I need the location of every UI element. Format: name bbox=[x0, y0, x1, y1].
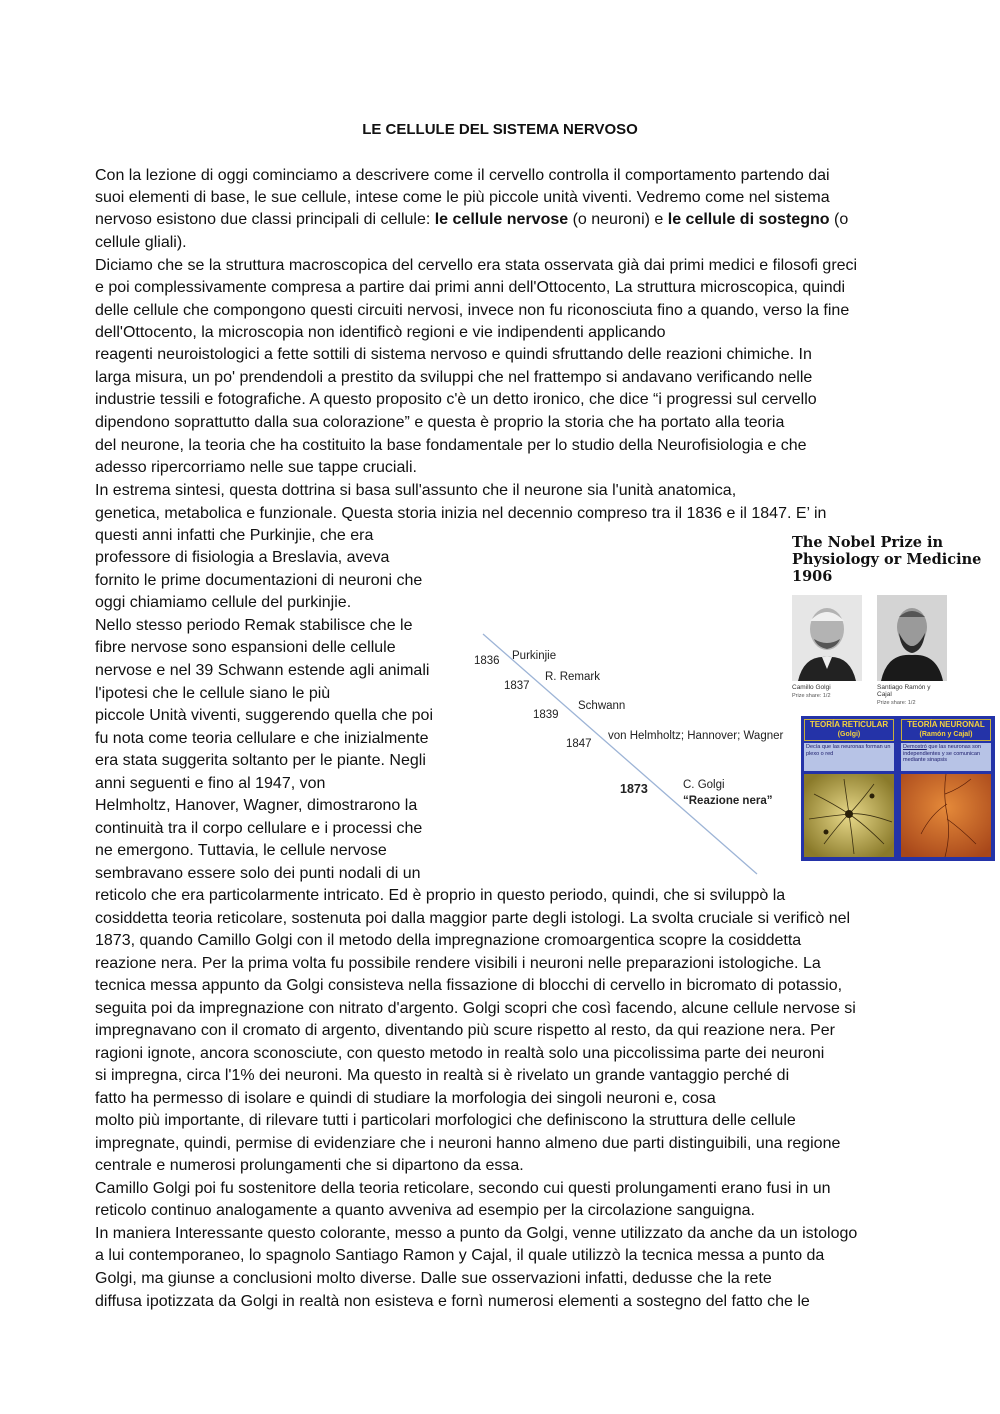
text-segment: Golgi, ma giunse a conclusioni molto diverse. Dalle sue osservazioni infatti, dedusse che la rete bbox=[95, 1270, 772, 1287]
reticular-theory-heading: TEORÍA RETICULAR (Golgi) bbox=[804, 719, 894, 741]
text-line bbox=[95, 953, 821, 975]
text-segment: cosiddetta teoria reticolare, sostenuta poi dalla maggior parte degli istologi. La svolta cruciale si verificò nel bbox=[95, 910, 851, 927]
timeline-event: C. Golgi bbox=[683, 779, 725, 791]
text-segment: diffusa ipotizzata da Golgi in realtà non esisteva e fornì numerosi elementi a sostegno del fatto che le bbox=[95, 1293, 810, 1310]
text-segment: Diciamo che se la struttura macroscopica del cervello era stata osservata già dai primi medici e filosofi greci bbox=[95, 257, 858, 274]
text-line bbox=[95, 1200, 755, 1222]
text-line bbox=[95, 547, 389, 569]
text-segment: piccole Unità viventi, suggerendo quella che poi bbox=[95, 707, 433, 724]
golgi-stain-micrograph bbox=[804, 774, 894, 857]
text-line bbox=[95, 232, 187, 254]
text-line bbox=[95, 975, 842, 997]
text-line bbox=[95, 1291, 810, 1313]
nobel-prize-figure bbox=[788, 530, 1000, 865]
text-segment: reticolo che era particolarmente intricato. Ed è proprio in questo periodo, quindi, che si sviluppò la bbox=[95, 887, 786, 904]
text-segment: molto più importante, di rilevare tutti i particolari morfologici che definiscono la struttura delle cellule bbox=[95, 1112, 796, 1129]
document-title: LE CELLULE DEL SISTEMA NERVOSO bbox=[362, 121, 638, 138]
text-line bbox=[95, 885, 785, 907]
text-line bbox=[95, 457, 417, 479]
text-line bbox=[95, 277, 845, 299]
timeline-year: 1839 bbox=[533, 709, 559, 721]
text-line bbox=[95, 1245, 824, 1267]
text-segment: fatto ha permesso di isolare e quindi di studiare la morfologia dei singoli neuroni e, cosa bbox=[95, 1090, 716, 1107]
text-line bbox=[95, 1268, 772, 1290]
text-line bbox=[95, 1178, 831, 1200]
text-line bbox=[95, 322, 666, 344]
text-line bbox=[95, 389, 817, 411]
text-segment: sembravano essere solo dei punti nodali di un bbox=[95, 865, 421, 882]
text-line bbox=[95, 728, 429, 750]
timeline-event: von Helmholtz; Hannover; Wagner bbox=[608, 730, 784, 742]
text-line bbox=[95, 1110, 796, 1132]
text-line bbox=[95, 503, 826, 525]
prize-share: Prize share: 1/2 bbox=[877, 700, 916, 706]
text-line bbox=[95, 930, 801, 952]
cajal-stain-micrograph bbox=[901, 774, 991, 857]
text-segment: impregnavano con il cromato di argento, diventando più scure rispetto al resto, da qui reazione nera. Per bbox=[95, 1022, 835, 1039]
text-segment: anni seguenti e fino al 1947, von bbox=[95, 775, 326, 792]
reticular-theory-description: Decía que las neuronas forman un plexo o red bbox=[804, 743, 894, 771]
text-segment: adesso ripercorriamo nelle sue tappe cruciali. bbox=[95, 459, 417, 476]
theory-comparison-panel bbox=[801, 716, 995, 861]
text-line bbox=[95, 840, 387, 862]
text-segment: dipendono soprattutto dalla sua colorazione” e questa è proprio la storia che ha portato alla teoria bbox=[95, 414, 785, 431]
text-line bbox=[95, 637, 396, 659]
text-line bbox=[95, 1043, 824, 1065]
text-segment: Helmholtz, Hanover, Wagner, dimostrarono la bbox=[95, 797, 418, 814]
bold-term: le cellule di sostegno bbox=[667, 211, 830, 228]
text-segment: fornito le prime documentazioni di neuroni che bbox=[95, 572, 423, 589]
neuron-theory-description: Demostró que las neuronas son independientes y se comunican mediante sinapsis bbox=[901, 743, 991, 771]
text-segment: nervose e nel 39 Schwann estende agli animali bbox=[95, 662, 430, 679]
text-segment: impregnate, quindi, permise di evidenziare che i neuroni hanno almeno due parti distinguibili, una regione bbox=[95, 1135, 841, 1152]
text-line bbox=[95, 683, 330, 705]
text-line bbox=[95, 1088, 716, 1110]
timeline-event-detail: “Reazione nera” bbox=[683, 795, 773, 807]
text-line bbox=[95, 908, 850, 930]
text-line bbox=[95, 480, 736, 502]
text-segment: dell'Ottocento, la microscopia non identificò regioni e vie indipendenti applicando bbox=[95, 324, 666, 341]
text-line bbox=[95, 1133, 840, 1155]
laureate-name: Santiago Ramón y Cajal bbox=[877, 684, 931, 698]
text-segment: reagenti neuroistologici a fette sottili di sistema nervoso e quindi sfruttando delle reazioni chimiche. In bbox=[95, 346, 812, 363]
text-line bbox=[95, 592, 351, 614]
golgi-portrait bbox=[792, 595, 862, 681]
text-line bbox=[95, 795, 417, 817]
timeline-year: 1847 bbox=[566, 738, 592, 750]
text-line bbox=[95, 1223, 857, 1245]
text-line bbox=[95, 1065, 789, 1087]
cajal-portrait bbox=[877, 595, 947, 681]
timeline-axis bbox=[483, 634, 757, 874]
text-segment: continuità tra il corpo cellulare e i processi che bbox=[95, 820, 423, 837]
text-segment: si impregna, circa l'1% dei neuroni. Ma questo in realtà si è rivelato un grande vantaggio perché di bbox=[95, 1067, 790, 1084]
timeline-year: 1837 bbox=[504, 680, 530, 692]
text-segment: larga misura, un po' prendendoli a prestito da sviluppi che nel frattempo si andavano verificando nelle bbox=[95, 369, 813, 386]
text-segment: e poi complessivamente compresa a partire dai primi anni dell'Ottocento, La struttura microscopica, quindi bbox=[95, 279, 846, 296]
text-segment: nervoso esistono due classi principali di cellule: bbox=[95, 211, 435, 228]
text-segment: del neurone, la teoria che ha costituito la base fondamentale per lo studio della Neurofisiologia e che bbox=[95, 437, 807, 454]
text-segment: centrale e numerosi prolungamenti che si dipartono da essa. bbox=[95, 1157, 524, 1174]
laureate-name: Camillo Golgi bbox=[792, 684, 831, 691]
text-segment: suoi elementi di base, le sue cellule, intese come le più piccole unità viventi. Vedremo come nel sistema bbox=[95, 189, 830, 206]
timeline-year: 1873 bbox=[620, 782, 648, 796]
text-segment: In maniera Interessante questo colorante, messo a punto da Golgi, venne utilizzato da anche da un istologo bbox=[95, 1225, 858, 1242]
prize-share: Prize share: 1/2 bbox=[792, 693, 831, 699]
text-line bbox=[95, 412, 784, 434]
text-line bbox=[95, 435, 807, 457]
bold-term: le cellule nervose bbox=[434, 211, 569, 228]
text-segment: 1873, quando Camillo Golgi con il metodo della impregnazione cromoargentica scopre la cosiddetta bbox=[95, 932, 802, 949]
text-line bbox=[95, 525, 373, 547]
text-line bbox=[95, 187, 830, 209]
text-segment: reazione nera. Per la prima volta fu possibile rendere visibili i neuroni nelle preparazioni istologiche. La bbox=[95, 955, 821, 972]
timeline-event: R. Remark bbox=[545, 671, 600, 683]
text-line bbox=[95, 863, 421, 885]
text-segment: Nello stesso periodo Remak stabilisce che le bbox=[95, 617, 413, 634]
text-segment: a lui contemporaneo, lo spagnolo Santiago Ramon y Cajal, il quale utilizzò la tecnica messa a punto da bbox=[95, 1247, 825, 1264]
text-line bbox=[95, 773, 325, 795]
text-segment: genetica, metabolica e funzionale. Questa storia inizia nel decennio compreso tra il 1836 e il 1847. E’ in bbox=[95, 505, 827, 522]
nobel-title: The Nobel Prize in Physiology or Medicine 1906 bbox=[792, 534, 982, 585]
text-segment: Camillo Golgi poi fu sostenitore della teoria reticolare, secondo cui questi prolungamenti erano fusi in un bbox=[95, 1180, 831, 1197]
text-segment: seguita poi da impregnazione con nitrato d'argento. Golgi scopri che così facendo, alcune cellule nervose si bbox=[95, 1000, 856, 1017]
text-segment: In estrema sintesi, questa dottrina si basa sull'assunto che il neurone sia l'unità anatomica, bbox=[95, 482, 737, 499]
text-line bbox=[95, 705, 433, 727]
text-line bbox=[95, 660, 429, 682]
text-segment: industrie tessili e fotografiche. A questo proposito c'è un detto ironico, che dice “i progressi sul cervello bbox=[95, 391, 817, 408]
timeline-event: Purkinjie bbox=[512, 650, 557, 662]
text-line bbox=[95, 1155, 524, 1177]
text-line bbox=[95, 209, 848, 231]
text-segment: oggi chiamiamo cellule del purkinjie. bbox=[95, 594, 352, 611]
text-segment: professore di fisiologia a Breslavia, aveva bbox=[95, 549, 390, 566]
text-segment: cellule gliali). bbox=[95, 234, 187, 251]
text-line bbox=[95, 570, 422, 592]
text-segment: Con la lezione di oggi cominciamo a descrivere come il cervello controlla il comportamento partendo dai bbox=[95, 167, 830, 184]
text-segment: (o neuroni) e bbox=[568, 211, 668, 228]
text-line bbox=[95, 367, 812, 389]
text-line bbox=[95, 255, 857, 277]
text-line bbox=[95, 300, 849, 322]
neuron-theory-heading: TEORÍA NEURONAL (Ramón y Cajal) bbox=[901, 719, 991, 741]
text-segment: fibre nervose sono espansioni delle cellule bbox=[95, 639, 396, 656]
text-segment: era stata suggerita soltanto per le piante. Negli bbox=[95, 752, 426, 769]
text-segment: ne emergono. Tuttavia, le cellule nervose bbox=[95, 842, 387, 859]
text-segment: fu nota come teoria cellulare e che inizialmente bbox=[95, 730, 429, 747]
text-segment: reticolo continuo analogamente a quanto avveniva ad esempio per la circolazione sanguigna. bbox=[95, 1202, 755, 1219]
text-line bbox=[95, 344, 812, 366]
text-line bbox=[95, 750, 426, 772]
text-line bbox=[95, 998, 856, 1020]
text-segment: ragioni ignote, ancora sconosciute, con questo metodo in realtà solo una piccolissima parte dei neuroni bbox=[95, 1045, 825, 1062]
timeline-year: 1836 bbox=[474, 655, 500, 667]
text-segment: delle cellule che compongono questi circuiti nervosi, invece non fu riconosciuta fino a quando, verso la fine bbox=[95, 302, 850, 319]
text-segment: tecnica messa appunto da Golgi consisteva nella fissazione di blocchi di cervello in bicromato di potassio, bbox=[95, 977, 843, 994]
text-line bbox=[95, 1020, 835, 1042]
text-segment: (o bbox=[829, 211, 849, 228]
text-line bbox=[95, 818, 422, 840]
text-segment: l'ipotesi che le cellule siano le più bbox=[95, 685, 331, 702]
text-segment: questi anni infatti che Purkinjie, che era bbox=[95, 527, 374, 544]
timeline-event: Schwann bbox=[578, 700, 626, 712]
text-line bbox=[95, 615, 412, 637]
history-timeline bbox=[470, 628, 790, 878]
text-line bbox=[95, 165, 830, 187]
